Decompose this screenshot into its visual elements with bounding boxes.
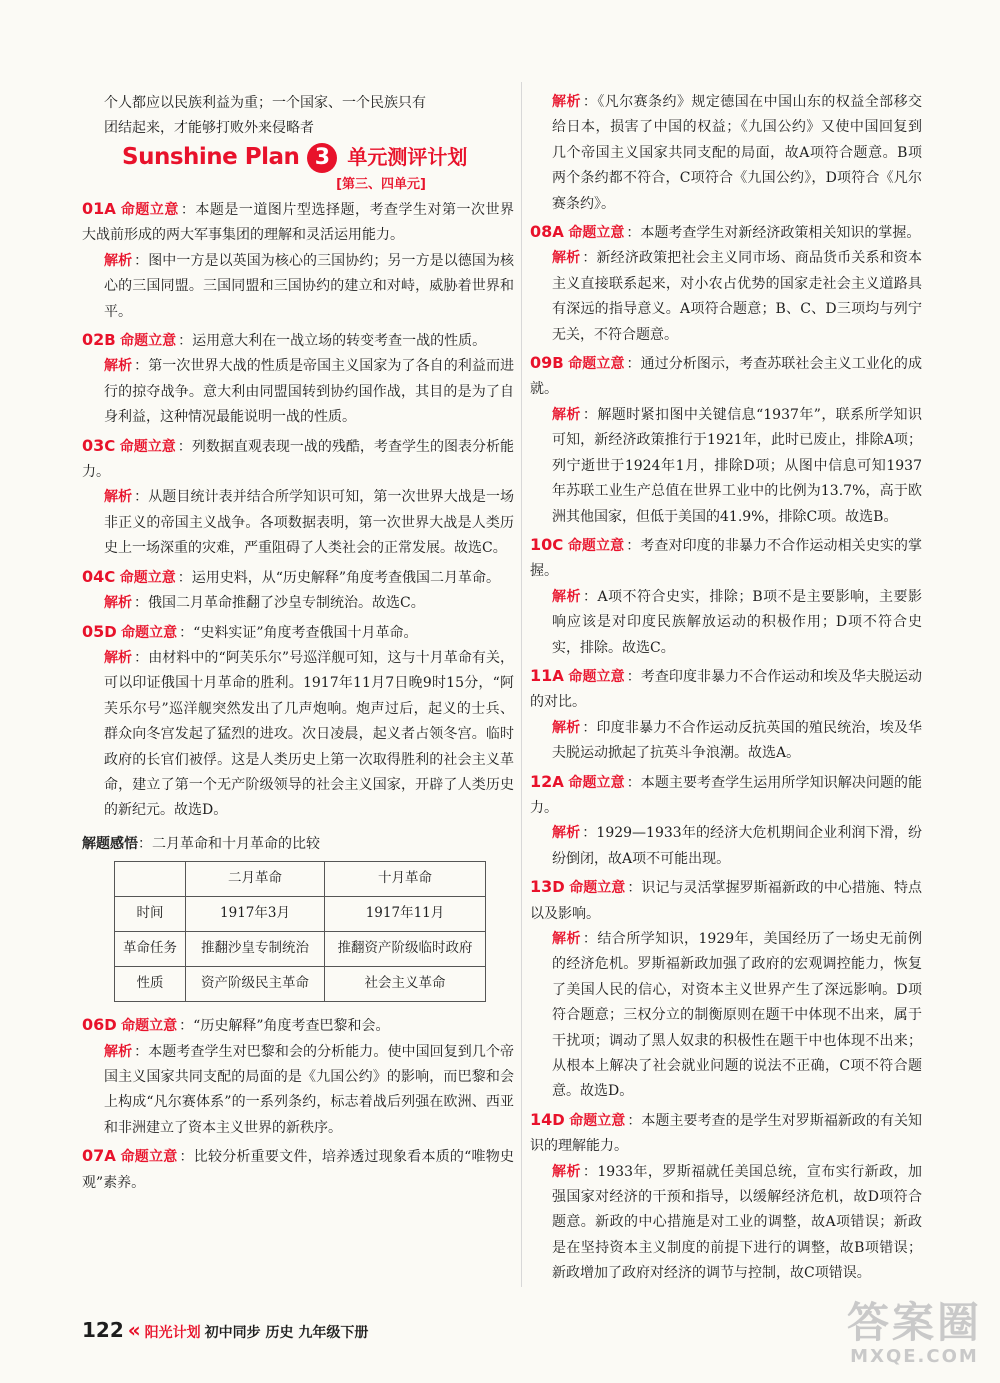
item-answer: D bbox=[104, 1016, 117, 1035]
item-number: 05 bbox=[82, 621, 105, 641]
jx-label: 解析 bbox=[552, 588, 581, 605]
mtlz-label: 命题立意 bbox=[568, 774, 625, 791]
answer-item-02: 02B 命题立意 ：运用意大利在一战立场的转变考查一战的性质。 解析 ：第一次世界大战的性质是帝国主义国家为了各自的利益而进行的掠夺战争。意大利由同盟国转到协约国作战，其目的是为了自身利益，这种情况最能说明一战的性质。 bbox=[82, 330, 515, 426]
answer-item-06: 06D 命题立意 ：“历史解释”角度考查巴黎和会。 解析 ：本题考查学生对巴黎和会的分析能力。使中国回复到几个帝国主义国家共同支配的局面的是《九国公约》的影响，而巴黎和会上构成“凡尔赛体系”的一系列条约，标志着战后列强在欧洲、西亚和非洲建立了资本主义世界的新秩序。 bbox=[82, 1015, 515, 1136]
mtlz-text: 考查对印度的非暴力不合作运动相关史实的掌握。 bbox=[530, 537, 923, 580]
answer-item-09: 09B 命题立意 ：通过分析图示，考查苏联社会主义工业化的成就。 解析 ：解题时紧扣图中关键信息“1937年”，联系所学知识可知，新经济政策推行于1921年，此时已废止，排除A项；列宁逝世于1924年1月，排除D项；从图中信息可知1937年苏联工业生产总值在世界工业中的比例为13.7%，高于欧洲其他国家，但低于美国的41.9%，排除C项。故选B。 bbox=[530, 353, 923, 525]
mtlz-text: 比较分析重要文件，培养透过现象看本质的“唯物史观”素养。 bbox=[82, 1149, 515, 1191]
mtlz-text: 本题考查学生对新经济政策相关知识的掌握。 bbox=[640, 225, 921, 242]
item-number: 01 bbox=[82, 199, 105, 218]
banner-title: 单元测评计划 bbox=[347, 145, 468, 170]
table-cell: 推翻沙皇专制统治 bbox=[186, 932, 325, 967]
item-answer: A bbox=[552, 666, 564, 685]
comparison-table bbox=[114, 861, 486, 1002]
jx-text: 印度非暴力不合作运动反抗英国的殖民统治，埃及华夫脱运动掀起了抗英斗争浪潮。故选A。 bbox=[552, 719, 923, 762]
item-answer: A bbox=[104, 200, 116, 218]
mtlz-label: 命题立意 bbox=[569, 1112, 626, 1129]
mtlz-text: 本题主要考查学生运用所学知识解决问题的能力。 bbox=[530, 774, 923, 816]
answer-item-12: 12A 命题立意 ：本题主要考查学生运用所学知识解决问题的能力。 解析 ：1929—1933年的经济大危机期间企业利润下滑，纷纷倒闭，故A项不可能出现。 bbox=[530, 771, 923, 867]
jx-text: 新经济政策把社会主义同市场、商品货币关系和资本主义直接联系起来，对小农占优势的国家走社会主义道路具有深远的指导意义。A项符合题意；B、C、D三项均与列宁无关，不符合题意。 bbox=[552, 250, 923, 343]
watermark-top: 答案圈 bbox=[846, 1298, 982, 1347]
item-number: 13 bbox=[530, 877, 553, 897]
item-answer: C bbox=[552, 535, 564, 554]
mtlz-text: 本题主要考查的是学生对罗斯福新政的有关知识的理解能力。 bbox=[530, 1112, 923, 1155]
mtlz-text: “史料实证”角度考查俄国十月革命。 bbox=[193, 624, 418, 641]
item-answer: D bbox=[552, 878, 565, 897]
banner-number: 3 bbox=[307, 143, 337, 173]
intro-line-2: 团结起来，才能够打败外来侵略者 bbox=[104, 120, 314, 137]
answer-item-07: 07A 命题立意 ：比较分析重要文件，培养透过现象看本质的“唯物史观”素养。 bbox=[82, 1146, 515, 1191]
table-cell: 1917年11月 bbox=[325, 897, 486, 932]
table-row bbox=[115, 967, 486, 1002]
item-answer: D bbox=[104, 622, 117, 641]
mtlz-text: 通过分析图示，考查苏联社会主义工业化的成就。 bbox=[530, 356, 923, 398]
mtlz-label: 命题立意 bbox=[120, 202, 179, 218]
jx-label: 解析 bbox=[104, 649, 133, 666]
table-cell: 推翻资产阶级临时政府 bbox=[325, 932, 486, 967]
item-answer: B bbox=[552, 354, 564, 373]
mtlz-label: 命题立意 bbox=[568, 356, 625, 373]
mtlz-label: 命题立意 bbox=[120, 333, 177, 350]
table-cell: 社会主义革命 bbox=[325, 967, 486, 1002]
banner-subtitle: [第三、四单元] bbox=[336, 177, 426, 192]
item-answer: A bbox=[552, 772, 564, 791]
mtlz-label: 命题立意 bbox=[119, 569, 176, 586]
answer-item-01: 01A 命题立意 ：本题是一道图片型选择题，考查学生对第一次世界大战前形成的两大军事集团的理解和灵活运用能力。 解析 ：图中一方是以英国为核心的三国协约；另一方是以德国为核心的三国同盟。三国同盟和三国协约的建立和对峙，威胁着世界和平。 bbox=[82, 199, 515, 320]
table-cell: 性质 bbox=[115, 967, 186, 1002]
table-row bbox=[115, 897, 486, 932]
answer-item-04: 04C 命题立意 ：运用史料，从“历史解释”角度考查俄国二月革命。 解析 ：俄国二月革命推翻了沙皇专制统治。故选C。 bbox=[82, 566, 501, 612]
table-header-cell: 二月革命 bbox=[186, 862, 325, 897]
mtlz-label: 命题立意 bbox=[120, 1149, 178, 1166]
jx-text: 结合所学知识，1929年，美国经历了一场史无前例的经济危机。罗斯福新政加强了政府的宏观调控能力，恢复了美国人民的信心，对资本主义世界产生了深远影响。D项符合题意；三权分立的制衡原则在题干中体现不出来，属于干扰项；调动了黑人奴隶的积极性在题干中也体现不出来；从根本上解决了社会就业问题的说法不正确，C项不符合题意。故选D。 bbox=[552, 931, 922, 1100]
item-number: 10 bbox=[530, 534, 553, 554]
item-number: 06 bbox=[82, 1015, 105, 1035]
intro-line-1: 个人都应以民族利益为重；一个国家、一个民族只有 bbox=[104, 95, 426, 111]
table-header-cell bbox=[115, 862, 186, 897]
page-footer bbox=[82, 1318, 368, 1342]
answer-item-14: 14D 命题立意 ：本题主要考查的是学生对罗斯福新政的有关知识的理解能力。 解析 ：1933年，罗斯福就任美国总统，宣布实行新政，加强国家对经济的干预和指导，以缓解经济危机，故D项符合题意。新政的中心措施是对工业的调整，故A项错误；新政是在坚持资本主义制度的前提下进行的调整，故B项错误；新政增加了政府对经济的调节与控制，故C项错误。 bbox=[530, 1109, 923, 1282]
summary-label: 解题感悟 bbox=[82, 835, 138, 852]
watermark-bottom: MXQE.COM bbox=[850, 1346, 979, 1367]
item-number: 08 bbox=[530, 222, 553, 242]
jx-label: 解析 bbox=[104, 489, 133, 506]
summary-title: 二月革命和十月革命的比较 bbox=[152, 835, 320, 852]
column-divider bbox=[521, 82, 522, 1287]
item-answer: A bbox=[552, 223, 564, 242]
mtlz-text: 识记与灵活掌握罗斯福新政的中心措施、特点以及影响。 bbox=[530, 880, 923, 922]
table-row bbox=[115, 932, 486, 967]
item-number: 11 bbox=[530, 665, 553, 685]
jx-label: 解析 bbox=[552, 94, 581, 110]
jx-label: 解析 bbox=[552, 825, 581, 842]
item-answer: C bbox=[104, 436, 116, 455]
item-number: 12 bbox=[530, 771, 553, 791]
banner-brand: Sunshine Plan bbox=[122, 144, 300, 171]
item-number: 07 bbox=[82, 1146, 105, 1166]
unit-banner bbox=[122, 140, 514, 176]
jx-label: 解析 bbox=[552, 719, 581, 736]
answer-item-13: 13D 命题立意 ：识记与灵活掌握罗斯福新政的中心措施、特点以及影响。 解析 ：结合所学知识，1929年，美国经历了一场史无前例的经济危机。罗斯福新政加强了政府的宏观调控能力，恢复了美国人民的信心，对资本主义世界产生了深远影响。D项符合题意；三权分立的制衡原则在题干中体现不出来，属于干扰项；调动了黑人奴隶的积极性在题干中也体现不出来；从根本上解决了社会就业问题的说法不正确，C项不符合题意。故选D。 bbox=[530, 877, 923, 1100]
jx-text: 本题考查学生对巴黎和会的分析能力。使中国回复到几个帝国主义国家共同支配的局面的是《九国公约》的影响，而巴黎和会上构成“凡尔赛体系”的一系列条约，标志着战后列强在欧洲、西亚和非洲建立了资本主义世界的新秩序。 bbox=[104, 1043, 515, 1136]
table-header-row bbox=[115, 862, 486, 897]
mtlz-label: 命题立意 bbox=[569, 880, 626, 897]
table-cell: 1917年3月 bbox=[186, 897, 325, 932]
mtlz-label: 命题立意 bbox=[119, 438, 176, 455]
answer-item-10: 10C 命题立意 ：考查对印度的非暴力不合作运动相关史实的掌握。 解析 ：A项不符合史实，排除；B项不是主要影响，主要影响应该是对印度民族解放运动的积极作用；D项不符合史实，排除。故选C。 bbox=[530, 534, 923, 656]
jx-label: 解析 bbox=[552, 406, 581, 423]
item-number: 03 bbox=[82, 435, 105, 455]
jx-text: 解题时紧扣图中关键信息“1937年”，联系所学知识可知，新经济政策推行于1921年，此时已废止，排除A项；列宁逝世于1924年1月，排除D项；从图中信息可知1937年苏联工业生产总值在世界工业中的比例为13.7%，高于欧洲其他国家，但低于美国的41.9%，排除C项。故选B。 bbox=[552, 406, 922, 525]
watermark bbox=[847, 1300, 982, 1367]
mtlz-text: 运用史料，从“历史解释”角度考查俄国二月革命。 bbox=[191, 569, 501, 586]
mtlz-text: 运用意大利在一战立场的转变考查一战的性质。 bbox=[192, 333, 487, 350]
jx-text: 俄国二月革命推翻了沙皇专制统治。故选C。 bbox=[148, 595, 425, 612]
jx-label: 解析 bbox=[552, 250, 581, 267]
page-number: 122 bbox=[82, 1318, 124, 1342]
jx-text: 第一次世界大战的性质是帝国主义国家为了各自的利益而进行的掠夺战争。意大利由同盟国转到协约国作战，其目的是为了自身利益，这种情况最能说明一战的性质。 bbox=[104, 358, 515, 426]
mtlz-label: 命题立意 bbox=[567, 537, 625, 554]
mtlz-label: 命题立意 bbox=[568, 225, 625, 242]
jx-label: 解析 bbox=[104, 358, 133, 375]
jx-text: 图中一方是以英国为核心的三国协约；另一方是以德国为核心的三国同盟。三国同盟和三国协约的建立和对峙，威胁着世界和平。 bbox=[104, 252, 515, 320]
jx-label: 解析 bbox=[552, 1163, 581, 1180]
item-number: 14 bbox=[530, 1109, 553, 1129]
summary-heading: 解题感悟：二月革命和十月革命的比较 bbox=[82, 835, 320, 852]
answer-item-07-continued: 解析 ：《凡尔赛条约》规定德国在中国山东的权益全部移交给日本，损害了中国的权益；《九国公约》又使中国回复到几个帝国主义国家共同支配的局面，故A项符合题意。B项两个条约都不符合，C项符合《九国公约》，D项符合《凡尔赛条约》。 bbox=[552, 94, 923, 212]
item-answer: B bbox=[104, 331, 116, 350]
jx-label: 解析 bbox=[552, 931, 581, 947]
answer-item-11: 11A 命题立意 ：考查印度非暴力不合作运动和埃及华夫脱运动的对比。 解析 ：印度非暴力不合作运动反抗英国的殖民统治，埃及华夫脱运动掀起了抗英斗争浪潮。故选A。 bbox=[530, 665, 923, 762]
mtlz-label: 命题立意 bbox=[568, 668, 625, 685]
answer-item-08: 08A 命题立意 ：本题考查学生对新经济政策相关知识的掌握。 解析 ：新经济政策把社会主义同市场、商品货币关系和资本主义直接联系起来，对小农占优势的国家走社会主义道路具有深远的指导意义。A项符合题意；B、C、D三项均与列宁无关，不符合题意。 bbox=[530, 222, 923, 343]
jx-text: 《凡尔赛条约》规定德国在中国山东的权益全部移交给日本，损害了中国的权益；《九国公约》又使中国回复到几个帝国主义国家共同支配的局面，故A项符合题意。B项两个条约都不符合，C项符合《九国公约》，D项符合《凡尔赛条约》。 bbox=[552, 94, 923, 212]
table-header-cell: 十月革命 bbox=[325, 862, 486, 897]
jx-label: 解析 bbox=[104, 252, 133, 269]
footer-brand: 阳光计划 bbox=[144, 1325, 201, 1341]
mtlz-text: “历史解释”角度考查巴黎和会。 bbox=[193, 1018, 390, 1035]
table-cell: 资产阶级民主革命 bbox=[186, 967, 325, 1002]
left-column-body bbox=[82, 138, 514, 1196]
mtlz-label: 命题立意 bbox=[121, 1018, 178, 1035]
answer-item-05: 05D 命题立意 ：“史料实证”角度考查俄国十月革命。 解析 ：由材料中的“阿芙乐尔”号巡洋舰可知，这与十月革命有关，可以印证俄国十月革命的胜利。1917年11月7日晚9时15分，“阿芙乐尔号”巡洋舰突然发出了几声炮响。炮声过后，起义的士兵、群众向冬宫发起了猛烈的进攻。次日凌晨，起义者占领冬宫。临时政府的长官们被俘。这是人类历史上第一次取得胜利的社会主义革命，建立了第一个无产阶级领导的社会主义国家，开辟了人类历史的新纪元。故选D。 bbox=[82, 621, 514, 819]
mtlz-text: 列数据直观表现一战的残酷，考查学生的图表分析能力。 bbox=[82, 438, 515, 481]
jx-text: 由材料中的“阿芙乐尔”号巡洋舰可知，这与十月革命有关，可以印证俄国十月革命的胜利。1917年11月7日晚9时15分，“阿芙乐尔号”巡洋舰突然发出了几声炮响。炮声过后，起义的士兵、群众向冬宫发起了猛烈的进攻。次日凌晨，起义者占领冬宫。临时政府的长官们被俘。这是人类历史上第一次取得胜利的社会主义革命，建立了第一个无产阶级领导的社会主义国家，开辟了人类历史的新纪元。故选D。 bbox=[104, 649, 514, 819]
jx-text: 1933年，罗斯福就任美国总统，宣布实行新政，加强国家对经济的干预和指导，以缓解经济危机，故D项符合题意。新政的中心措施是对工业的调整，故A项错误；新政是在坚持资本主义制度的前提下进行的调整，故B项错误；新政增加了政府对经济的调节与控制，故C项错误。 bbox=[552, 1163, 922, 1282]
item-answer: C bbox=[104, 567, 116, 586]
double-chevron-left-icon: « bbox=[127, 1318, 141, 1342]
mtlz-label: 命题立意 bbox=[121, 624, 178, 641]
answer-item-03: 03C 命题立意 ：列数据直观表现一战的残酷，考查学生的图表分析能力。 解析 ：从题目统计表并结合所学知识可知，第一次世界大战是一场非正义的帝国主义战争。各项数据表明，第一次世界大战是人类历史上一场深重的灾难，严重阻碍了人类社会的正常发展。故选C。 bbox=[82, 435, 515, 557]
mtlz-text: 考查印度非暴力不合作运动和埃及华夫脱运动的对比。 bbox=[530, 668, 923, 711]
item-number: 09 bbox=[530, 353, 553, 373]
mtlz-text: 本题是一道图片型选择题，考查学生对第一次世界大战前形成的两大军事集团的理解和灵活运用能力。 bbox=[82, 202, 515, 244]
table-cell: 时间 bbox=[115, 897, 186, 932]
jx-text: 从题目统计表并结合所学知识可知，第一次世界大战是一场非正义的帝国主义战争。各项数据表明，第一次世界大战是人类历史上一场深重的灾难，严重阻碍了人类社会的正常发展。故选C。 bbox=[104, 489, 515, 557]
footer-book-title: 初中同步 历史 九年级下册 bbox=[204, 1325, 369, 1341]
jx-label: 解析 bbox=[104, 595, 132, 612]
jx-text: A项不符合史实，排除；B项不是主要影响，主要影响应该是对印度民族解放运动的积极作用；D项不符合史实，排除。故选C。 bbox=[552, 588, 922, 656]
jx-label: 解析 bbox=[104, 1043, 133, 1060]
item-number: 04 bbox=[82, 566, 105, 586]
table-cell: 革命任务 bbox=[115, 932, 186, 967]
item-answer: A bbox=[104, 1147, 116, 1166]
right-column bbox=[530, 88, 922, 1287]
jx-text: 1929—1933年的经济大危机期间企业利润下滑，纷纷倒闭，故A项不可能出现。 bbox=[552, 825, 923, 867]
item-number: 02 bbox=[82, 330, 105, 350]
item-answer: D bbox=[552, 1110, 565, 1129]
